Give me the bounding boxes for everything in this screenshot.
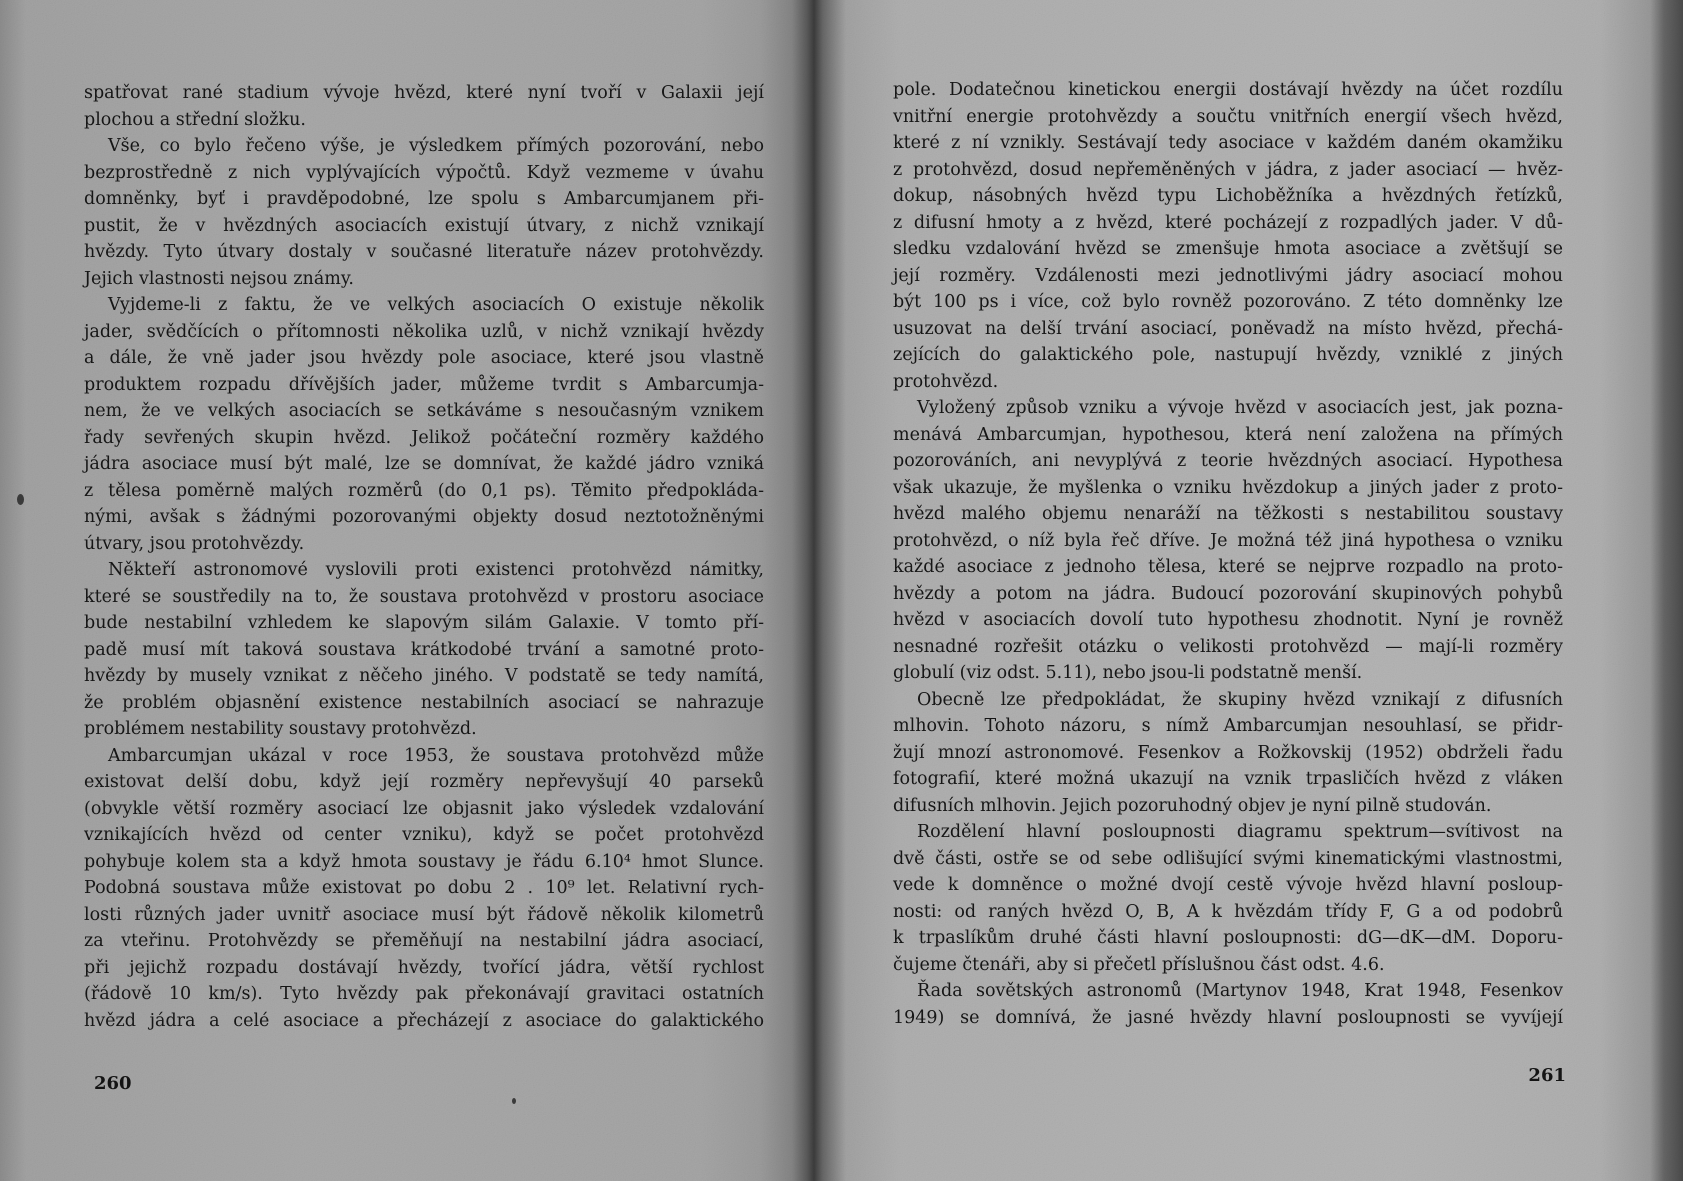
text-line: k trpaslíkům druhé části hlavní posloupnosti: dG—dK—dM. Doporu- [893,928,1563,948]
text-line: (řádově 10 km/s). Tyto hvězdy pak překonávají gravitaci ostatních [84,984,764,1004]
left-page-text [84,80,764,1034]
text-line: bezprostředně z nich vyplývajících výpočtů. Když vezmeme v úvahu [84,162,764,183]
text-line: dokup, násobných hvězd typu Lichoběžníka a hvězdných řetízků, [893,186,1563,206]
text-line: čujeme čtenáři, aby si přečetl příslušnou část odst. 4.6. [893,954,1385,975]
text-line: menává Ambarcumjan, hypothesou, která není založena na přímých [893,424,1563,445]
text-line: sledku vzdalování hvězd se zmenšuje hmota asociace a zvětšují se [893,239,1563,259]
text-line: hvězdy a potom na jádra. Budoucí pozorování skupinových pohybů [893,583,1563,604]
text-line: nesnadné rozřešit otázku o velikosti protohvězd — mají-li rozměry [893,636,1563,657]
text-line: Ambarcumjan ukázal v roce 1953, že soustava protohvězd může [108,745,764,766]
text-line: hvězdy by musely vznikat z něčeho jiného. V podstatě se tedy namítá, [84,666,764,686]
paragraph [893,687,1563,820]
text-line: vede k domněnce o možné dvojí cestě vývoje hvězd hlavní posloup- [893,875,1563,895]
text-line: nem, že ve velkých asociacích se setkáváme s nesoučasným vznikem [84,401,764,421]
paragraph [893,819,1563,978]
text-line: padě musí mít taková soustava krátkodobé trvání a samotné proto- [84,639,764,660]
paragraph [893,77,1563,395]
text-line: domněnky, byť i pravděpodobné, lze spolu s Ambarcumjanem při- [84,189,764,209]
text-line: řady sevřených skupin hvězd. Jelikož počáteční rozměry každého [84,427,764,448]
text-line: 1949) se domnívá, že jasné hvězdy hlavní posloupnosti se vyvíjejí [893,1007,1563,1028]
page-number: 260 [94,1073,132,1094]
text-line: existovat delší dobu, když její rozměry nepřevyšují 40 parseků [84,772,764,792]
text-line: každé asociace z jednoho tělesa, které se nejprve rozpadlo na proto- [893,557,1563,577]
text-line: a dále, že vně jader jsou hvězdy pole asociace, které jsou vlastně [84,348,764,368]
text-line: hvězd malého objemu nenaráží na těžkosti s nestabilitou soustavy [893,504,1563,524]
right-page-text [893,77,1563,1031]
text-line: pustit, že v hvězdných asociacích existují útvary, z nichž vznikají [84,215,764,236]
text-line: losti různých jader uvnitř asociace musí být řádově několik kilometrů [84,904,764,925]
text-line: mlhovin. Tohoto názoru, s nímž Ambarcumjan nesouhlasí, se přidr- [893,716,1563,736]
text-line: produktem rozpadu dřívějších jader, můžeme tvrdit s Ambarcumja- [84,374,764,395]
text-line: hvězdy. Tyto útvary dostaly v současné literatuře název protohvězdy. [84,242,764,262]
text-line: Podobná soustava může existovat po dobu 2 . 10⁹ let. Relativní rych- [84,878,764,898]
text-line: zejících do galaktického pole, nastupují hvězdy, vzniklé z jiných [893,345,1563,365]
text-line: však ukazuje, že myšlenka o vzniku hvězdokup a jiných jader z proto- [893,477,1563,498]
text-line: spatřovat rané stadium vývoje hvězd, které nyní tvoří v Galaxii její [84,83,764,103]
paragraph [84,557,764,743]
text-line: protohvězd, o níž byla řeč dříve. Je možná též jiná hypothesa o vzniku [893,530,1563,551]
text-line: Vše, co bylo řečeno výše, je výsledkem přímých pozorování, nebo [108,136,764,156]
text-line: vznikajících hvězd od center vzniku), když se počet protohvězd [84,825,764,845]
text-line: Jejich vlastnosti nejsou známy. [84,268,354,289]
text-line: z protohvězd, dosud nepřeměněných v jádra, z jader asociací — hvěz- [893,159,1563,180]
text-line: že problém objasnění existence nestabilních asociací se nahrazuje [84,692,764,713]
text-line: (obvykle větší rozměry asociací lze objasnit jako výsledek vzdalování [84,798,764,819]
text-line: problémem nestability soustavy protohvězd. [84,719,477,739]
text-line: při jejichž rozpadu dostávají hvězdy, tvořící jádra, větší rychlost [84,957,764,978]
text-line: pohybuje kolem sta a když hmota soustavy je řádu 6.10⁴ hmot Slunce. [84,851,764,872]
paragraph [84,80,764,133]
text-line: protohvězd. [893,371,999,392]
text-line: globulí (viz odst. 5.11), nebo jsou-li podstatně menší. [893,663,1363,683]
text-line: Rozdělení hlavní posloupnosti diagramu spektrum—svítivost na [917,822,1563,842]
text-line: útvary, jsou protohvězdy. [84,533,305,554]
text-line: za vteřinu. Protohvězdy se přeměňují na nestabilní jádra asociací, [84,931,764,951]
paragraph [893,395,1563,687]
text-line: žují mnozí astronomové. Fesenkov a Rožkovskij (1952) obdrželi řadu [893,742,1563,763]
text-line: nými, avšak s žádnými pozorovanými objekty dosud neztotožněnými [84,507,764,527]
text-line: Vyložený způsob vzniku a vývoje hvězd v asociacích jest, jak pozna- [917,398,1563,418]
ink-speck [512,1098,516,1104]
page-number: 261 [1528,1065,1566,1086]
text-line: jádra asociace musí být malé, lze se domnívat, že každé jádro vzniká [84,454,764,474]
text-line: bude nestabilní vzhledem ke slapovým silám Galaxie. V tomto pří- [84,613,764,633]
text-line: usuzovat na delší trvání asociací, poněvadž na místo hvězd, přechá- [893,318,1563,339]
text-line: její rozměry. Vzdálenosti mezi jednotlivými jádry asociací mohou [893,265,1563,286]
text-line: z tělesa poměrně malých rozměrů (do 0,1 ps). Těmito předpokláda- [84,480,764,501]
text-line: plochou a střední složku. [84,109,306,130]
text-line: difusních mlhovin. Jejich pozoruhodný objev je nyní pilně studován. [893,795,1492,816]
paragraph [84,133,764,292]
text-line: vnitřní energie protohvězdy a součtu vnitřních energií všech hvězd, [893,106,1563,127]
paragraph [84,743,764,1035]
paragraph [84,292,764,557]
ink-speck [17,494,24,505]
text-line: Vyjdeme-li z faktu, že ve velkých asociacích O existuje několik [108,295,764,315]
text-line: fotografií, které možná ukazují na vznik trpasličích hvězd z vláken [893,769,1563,789]
text-line: jader, svědčících o přítomnosti několika uzlů, v nichž vznikají hvězdy [84,321,764,342]
text-line: být 100 ps i více, což bylo rovněž pozorováno. Z této domněnky lze [893,292,1563,312]
text-line: nosti: od raných hvězd O, B, A k hvězdám třídy F, G a od podobrů [893,901,1563,922]
text-line: hvězd v asociacích dovolí tuto hypothesu zhodnotit. Nyní je rovněž [893,610,1563,630]
text-line: z difusní hmoty a z hvězd, které pocházejí z rozpadlých jader. V dů- [893,212,1563,233]
text-line: pozorováních, ani nevyplývá z teorie hvězdných asociací. Hypothesa [893,451,1563,471]
text-line: dvě části, ostře se od sebe odlišující svými kinematickými vlastnostmi, [893,848,1563,869]
text-line: Obecně lze předpokládat, že skupiny hvězd vznikají z difusních [917,689,1563,710]
text-line: Řada sovětských astronomů (Martynov 1948, Krat 1948, Fesenkov [917,981,1563,1001]
text-line: které se soustředily na to, že soustava protohvězd v prostoru asociace [84,586,764,607]
text-line: které z ní vznikly. Sestávají tedy asociace v každém daném okamžiku [893,133,1563,153]
text-line: pole. Dodatečnou kinetickou energii dostávají hvězdy na účet rozdílu [893,80,1563,100]
text-line: Někteří astronomové vyslovili proti existenci protohvězd námitky, [108,560,764,580]
text-line: hvězd jádra a celé asociace a přecházejí z asociace do galaktického [84,1010,764,1031]
paragraph [893,978,1563,1031]
